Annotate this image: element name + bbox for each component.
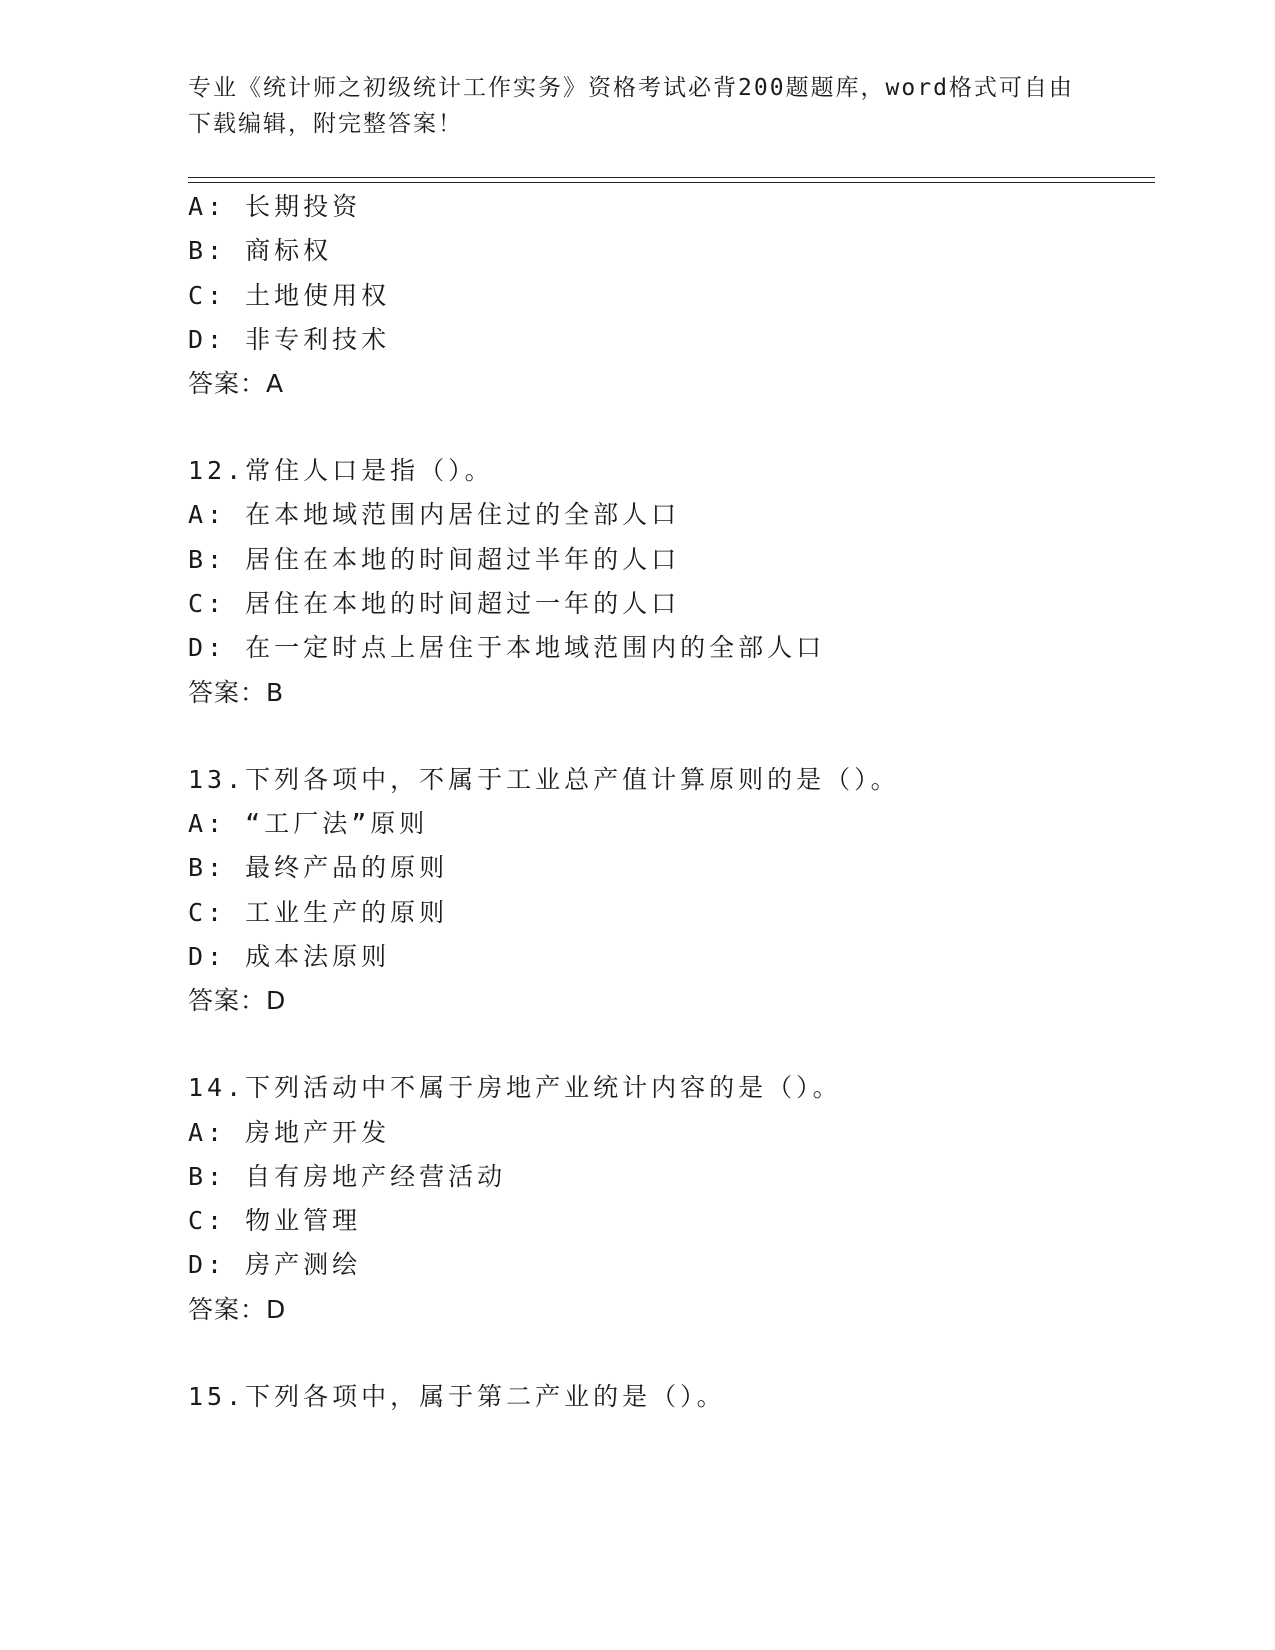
q13-option-d: D: 成本法原则 <box>188 942 391 971</box>
q13-question: 13.下列各项中，不属于工业总产值计算原则的是（）。 <box>188 765 900 794</box>
q12-option-d: D: 在一定时点上居住于本地域范围内的全部人口 <box>188 633 826 662</box>
q12-option-b: B: 居住在本地的时间超过半年的人口 <box>188 545 681 574</box>
q13-option-a: A: “工厂法”原则 <box>188 809 429 838</box>
q13-answer: 答案：D <box>188 986 287 1015</box>
q12-answer: 答案：B <box>188 678 285 707</box>
document-header <box>188 70 1088 142</box>
q13-option-c: C: 工业生产的原则 <box>188 898 449 927</box>
q12-option-a: A: 在本地域范围内居住过的全部人口 <box>188 500 681 529</box>
q12-question: 12.常住人口是指（）。 <box>188 456 494 485</box>
q11-option-d: D: 非专利技术 <box>188 325 391 354</box>
header-divider <box>188 177 1155 183</box>
q15-question: 15.下列各项中，属于第二产业的是（）。 <box>188 1382 726 1411</box>
header-line-2: 下载编辑，附完整答案！ <box>188 111 463 137</box>
q12-option-c: C: 居住在本地的时间超过一年的人口 <box>188 589 681 618</box>
q14-question: 14.下列活动中不属于房地产业统计内容的是（）。 <box>188 1073 842 1102</box>
q14-option-b: B: 自有房地产经营活动 <box>188 1162 507 1191</box>
header-line-1: 专业《统计师之初级统计工作实务》资格考试必背200题题库，word格式可自由 <box>188 75 1074 101</box>
q14-option-d: D: 房产测绘 <box>188 1250 362 1279</box>
q11-option-b: B: 商标权 <box>188 236 333 265</box>
q14-option-c: C: 物业管理 <box>188 1206 362 1235</box>
q11-answer: 答案：A <box>188 369 285 398</box>
q14-answer: 答案：D <box>188 1295 287 1324</box>
q14-option-a: A: 房地产开发 <box>188 1118 391 1147</box>
q11-option-c: C: 土地使用权 <box>188 281 391 310</box>
q11-option-a: A: 长期投资 <box>188 192 362 221</box>
q13-option-b: B: 最终产品的原则 <box>188 853 449 882</box>
